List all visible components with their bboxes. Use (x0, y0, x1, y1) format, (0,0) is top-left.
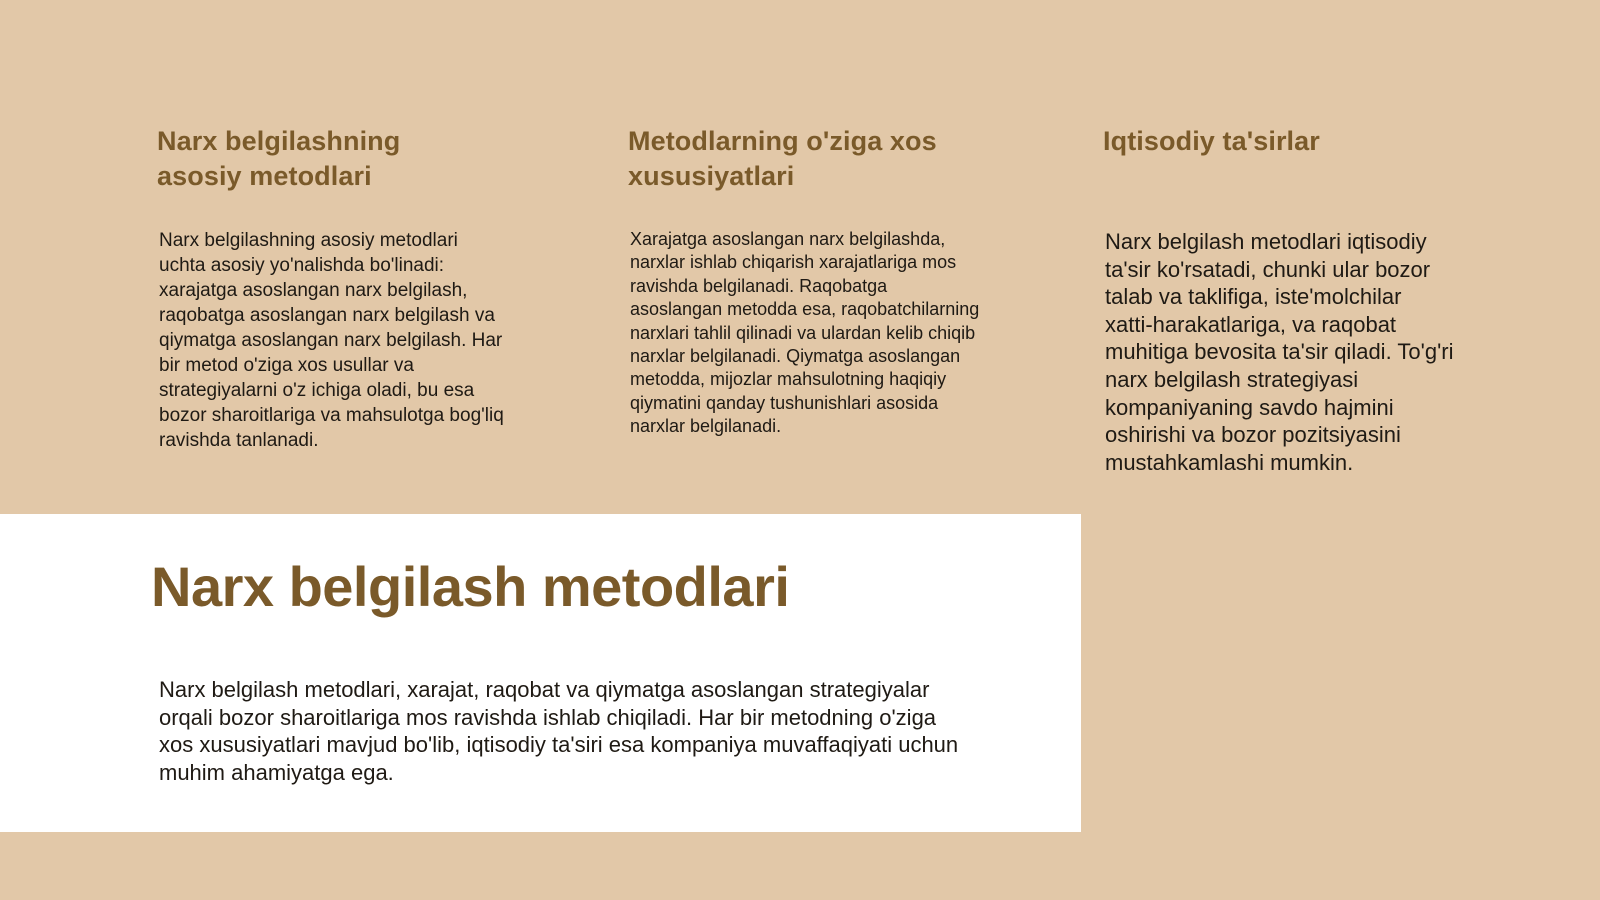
column-body: Narx belgilashning asosiy metodlari uchta asosiy yo'nalishda bo'linadi: xarajatga asoslangan narx belgilash, raqobatga asoslangan narx belgilash va qiymatga asoslangan narx belgilash. Har bir metod o'ziga xos usullar va strategiyalarni o'z ichiga oladi, bu esa bozor sharoitlariga va mahsulotga bog'liq ravishda tanlanadi. (159, 230, 504, 451)
column-body: Xarajatga asoslangan narx belgilashda, narxlar ishlab chiqarish xarajatlariga mos ravishda belgilanadi. Raqobatga asoslangan metodda esa, raqobatchilarning narxlari tahlil qilinadi va ulardan kelib chiqib narxlar belgilanadi. Qiymatga asoslangan metodda, mijozlar mahsulotning haqiqiy qiymatini qanday tushunishlari asosida narxlar belgilanadi. (630, 229, 980, 437)
column-body: Narx belgilash metodlari iqtisodiy ta'sir ko'rsatadi, chunki ular bozor talab va taklifiga, iste'molchilar xatti-harakatlariga, va raqobat muhitiga bevosita ta'sir qiladi. To'g'ri narx belgilash strategiyasi kompaniyaning savdo hajmini oshirishi va bozor pozitsiyasini mustahkamlashi mumkin. (1105, 229, 1454, 475)
column-title: Iqtisodiy ta'sirlar (1103, 126, 1320, 156)
page-title: Narx belgilash metodlari (151, 555, 790, 618)
column-title: Metodlarning o'ziga xos xususiyatlari (628, 126, 937, 191)
column-title: Narx belgilashning asosiy metodlari (157, 126, 401, 191)
summary-text: Narx belgilash metodlari, xarajat, raqobat va qiymatga asoslangan strategiyalar orqali bozor sharoitlariga mos ravishda ishlab chiqiladi. Har bir metodning o'ziga xos xususiyatlari mavjud bo'lib, iqtisodiy ta'siri esa kompaniya muvaffaqiyati uchun muhim ahamiyatga ega. (159, 677, 959, 785)
column-economic-effects (1103, 124, 1463, 475)
column-method-features (628, 124, 988, 437)
column-basic-methods (157, 124, 517, 451)
summary-panel (0, 514, 1081, 832)
